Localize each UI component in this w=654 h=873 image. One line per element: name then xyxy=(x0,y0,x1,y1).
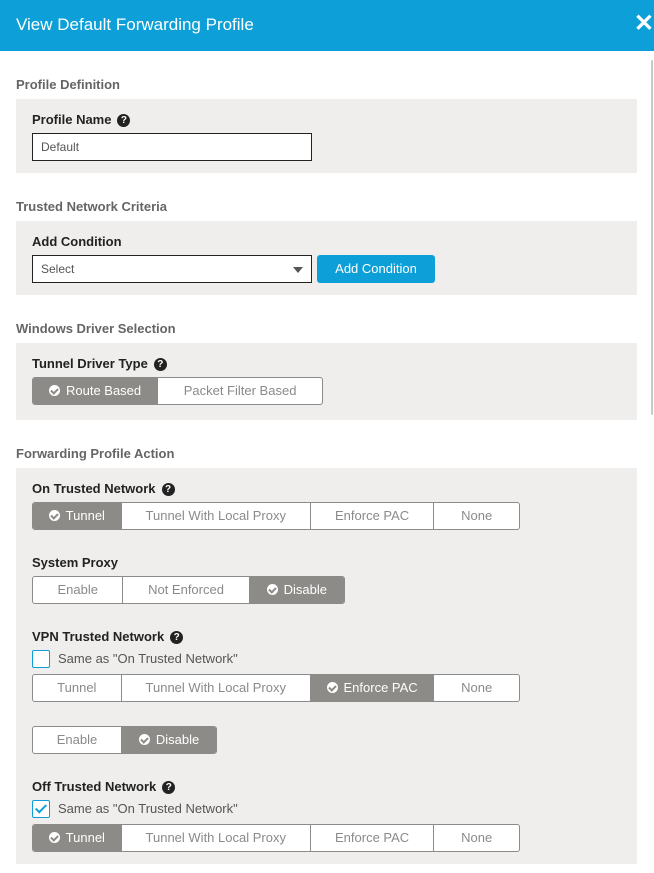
profile-name-label xyxy=(32,112,130,127)
close-icon[interactable]: ✕ xyxy=(633,10,654,37)
check-circle-icon xyxy=(327,682,338,693)
option-label: Tunnel xyxy=(65,508,105,523)
off-trusted-network-segmented xyxy=(32,824,520,852)
vpn-trusted-network-segmented xyxy=(32,674,520,702)
check-circle-icon xyxy=(49,510,60,521)
vpn-toggle-option-enable[interactable]: Enable xyxy=(33,727,122,753)
section-title-forwarding-action: Forwarding Profile Action xyxy=(16,446,175,461)
modal-header xyxy=(0,0,654,51)
profile-name-label-text: Profile Name xyxy=(32,112,112,127)
vpn-trusted-network-label xyxy=(32,629,183,644)
section-title-profile-definition: Profile Definition xyxy=(16,77,120,92)
chevron-down-icon xyxy=(293,267,303,273)
tunnel-driver-type-label-text: Tunnel Driver Type xyxy=(32,356,148,371)
option-label: Enforce PAC xyxy=(343,680,418,695)
on-trusted-option-tunnel[interactable] xyxy=(33,503,122,529)
off-option-enforce-pac[interactable]: Enforce PAC xyxy=(311,825,435,851)
profile-name-field[interactable] xyxy=(32,133,312,161)
system-proxy-option-not-enforced[interactable]: Not Enforced xyxy=(123,577,249,603)
off-option-none[interactable]: None xyxy=(461,830,493,845)
vpn-toggle-option-disable[interactable] xyxy=(122,727,216,753)
section-title-trusted-network-criteria: Trusted Network Criteria xyxy=(16,199,167,214)
on-trusted-option-none[interactable]: None xyxy=(461,508,493,523)
add-condition-label: Add Condition xyxy=(32,234,122,249)
on-trusted-network-segmented xyxy=(32,502,520,530)
check-circle-icon xyxy=(49,385,60,396)
on-trusted-network-label xyxy=(32,481,175,496)
modal-title: View Default Forwarding Profile xyxy=(16,15,254,34)
off-same-as-checkbox[interactable] xyxy=(32,800,50,818)
help-icon[interactable]: ? xyxy=(117,114,130,127)
tunnel-driver-option-packet-filter[interactable]: Packet Filter Based xyxy=(183,383,297,398)
add-condition-button[interactable]: Add Condition xyxy=(317,255,435,283)
off-trusted-network-label-text: Off Trusted Network xyxy=(32,779,157,794)
vpn-option-none[interactable]: None xyxy=(461,680,493,695)
help-icon[interactable]: ? xyxy=(162,781,175,794)
vpn-same-as-label: Same as "On Trusted Network" xyxy=(58,651,238,666)
condition-select[interactable] xyxy=(32,255,312,283)
system-proxy-segmented xyxy=(32,576,345,604)
vpn-option-enforce-pac[interactable] xyxy=(311,675,435,701)
option-label: Disable xyxy=(155,732,200,747)
vpn-option-tunnel[interactable]: Tunnel xyxy=(33,675,122,701)
vpn-same-as-checkbox[interactable] xyxy=(32,650,50,668)
help-icon[interactable]: ? xyxy=(170,631,183,644)
profile-name-input[interactable] xyxy=(33,134,301,160)
off-same-as-label: Same as "On Trusted Network" xyxy=(58,801,238,816)
system-proxy-option-disable[interactable] xyxy=(250,577,344,603)
option-label: Route Based xyxy=(65,383,142,398)
on-trusted-option-enforce-pac[interactable]: Enforce PAC xyxy=(311,503,435,529)
check-circle-icon xyxy=(267,584,278,595)
system-proxy-label: System Proxy xyxy=(32,555,118,570)
tunnel-driver-type-label xyxy=(32,356,167,371)
scrollbar-thumb[interactable] xyxy=(651,60,653,415)
section-title-windows-driver: Windows Driver Selection xyxy=(16,321,176,336)
off-option-tunnel-local-proxy[interactable]: Tunnel With Local Proxy xyxy=(122,825,311,851)
on-trusted-option-tunnel-local-proxy[interactable]: Tunnel With Local Proxy xyxy=(122,503,311,529)
check-circle-icon xyxy=(139,734,150,745)
help-icon[interactable]: ? xyxy=(154,358,167,371)
help-icon[interactable]: ? xyxy=(162,483,175,496)
condition-select-value: Select xyxy=(41,262,75,276)
vpn-proxy-toggle-segmented xyxy=(32,726,217,754)
off-trusted-network-label xyxy=(32,779,175,794)
off-option-tunnel[interactable] xyxy=(33,825,122,851)
vpn-option-tunnel-local-proxy[interactable]: Tunnel With Local Proxy xyxy=(122,675,311,701)
option-label: Tunnel xyxy=(65,830,105,845)
option-label: Disable xyxy=(283,582,327,597)
tunnel-driver-option-route-based[interactable] xyxy=(33,378,158,404)
system-proxy-option-enable[interactable]: Enable xyxy=(33,577,123,603)
check-circle-icon xyxy=(49,832,60,843)
tunnel-driver-type-segmented xyxy=(32,377,323,405)
vpn-trusted-network-label-text: VPN Trusted Network xyxy=(32,629,165,644)
on-trusted-network-label-text: On Trusted Network xyxy=(32,481,156,496)
